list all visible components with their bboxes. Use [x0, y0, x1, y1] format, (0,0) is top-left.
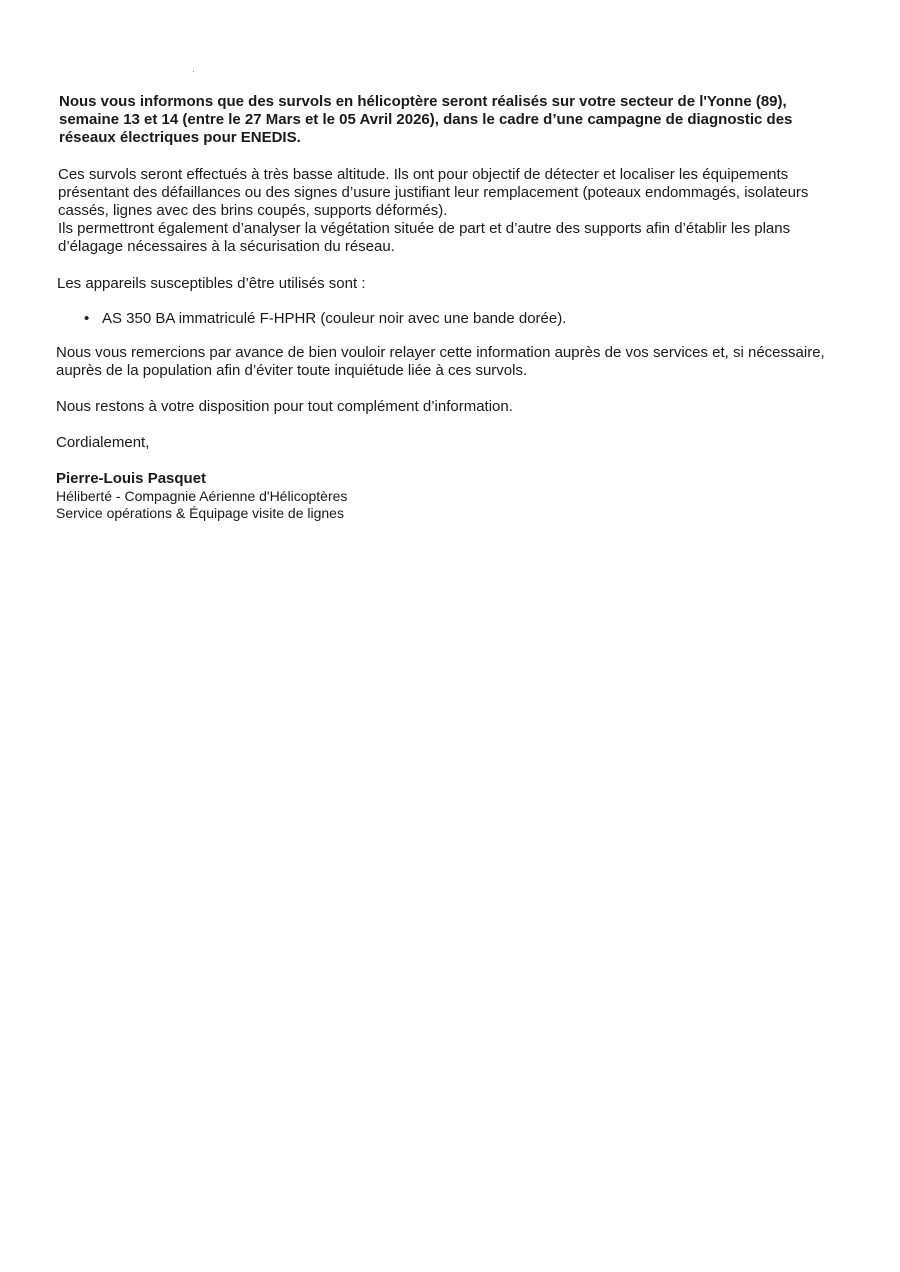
closing-text: Cordialement, — [56, 434, 150, 451]
availability-paragraph: Nous restons à votre disposition pour tout complément d’information. — [56, 398, 513, 415]
signature-department: Service opérations & Équipage visite de lignes — [56, 505, 344, 521]
thanks-paragraph: Nous vous remercions par avance de bien vouloir relayer cette information auprès de vos services et, si nécessaire, auprès de la population afin d’éviter toute inquiétude liée à ces survols. — [56, 344, 825, 379]
scan-dot — [193, 71, 194, 72]
objectives-text: Ces survols seront effectués à très basse altitude. Ils ont pour objectif de détecter et localiser les équipements présentant des défaillances ou des signes d’usure justifiant leur remplacement (poteaux endommagés, isolateurs cassés, lignes avec des brins coupés, supports déformés). — [58, 166, 809, 219]
signature-name: Pierre-Louis Pasquet — [56, 470, 207, 487]
intro-paragraph: Nous vous informons que des survols en hélicoptère seront réalisés sur votre secteur de l'Yonne (89), semaine 13 et 14 (entre le 27 Mars et le 05 Avril 2026), dans le cadre d’une campagne de diagnostic des réseaux électriques pour ENEDIS. — [59, 93, 793, 146]
list-item — [84, 310, 566, 328]
vegetation-text: Ils permettront également d’analyser la végétation située de part et d’autre des supports afin d’établir les plans d’élagage nécessaires à la sécurisation du réseau. — [58, 220, 791, 255]
aircraft-intro: Les appareils susceptibles d’être utilisés sont : — [57, 275, 366, 292]
bullet-icon: • — [84, 310, 90, 327]
aircraft-item-text: AS 350 BA immatriculé F-HPHR (couleur noir avec une bande dorée). — [102, 310, 567, 327]
objectives-paragraph — [58, 166, 858, 256]
signature-company: Héliberté - Compagnie Aérienne d'Hélicoptères — [56, 488, 348, 504]
signature-block — [56, 470, 347, 522]
aircraft-list — [84, 310, 566, 328]
